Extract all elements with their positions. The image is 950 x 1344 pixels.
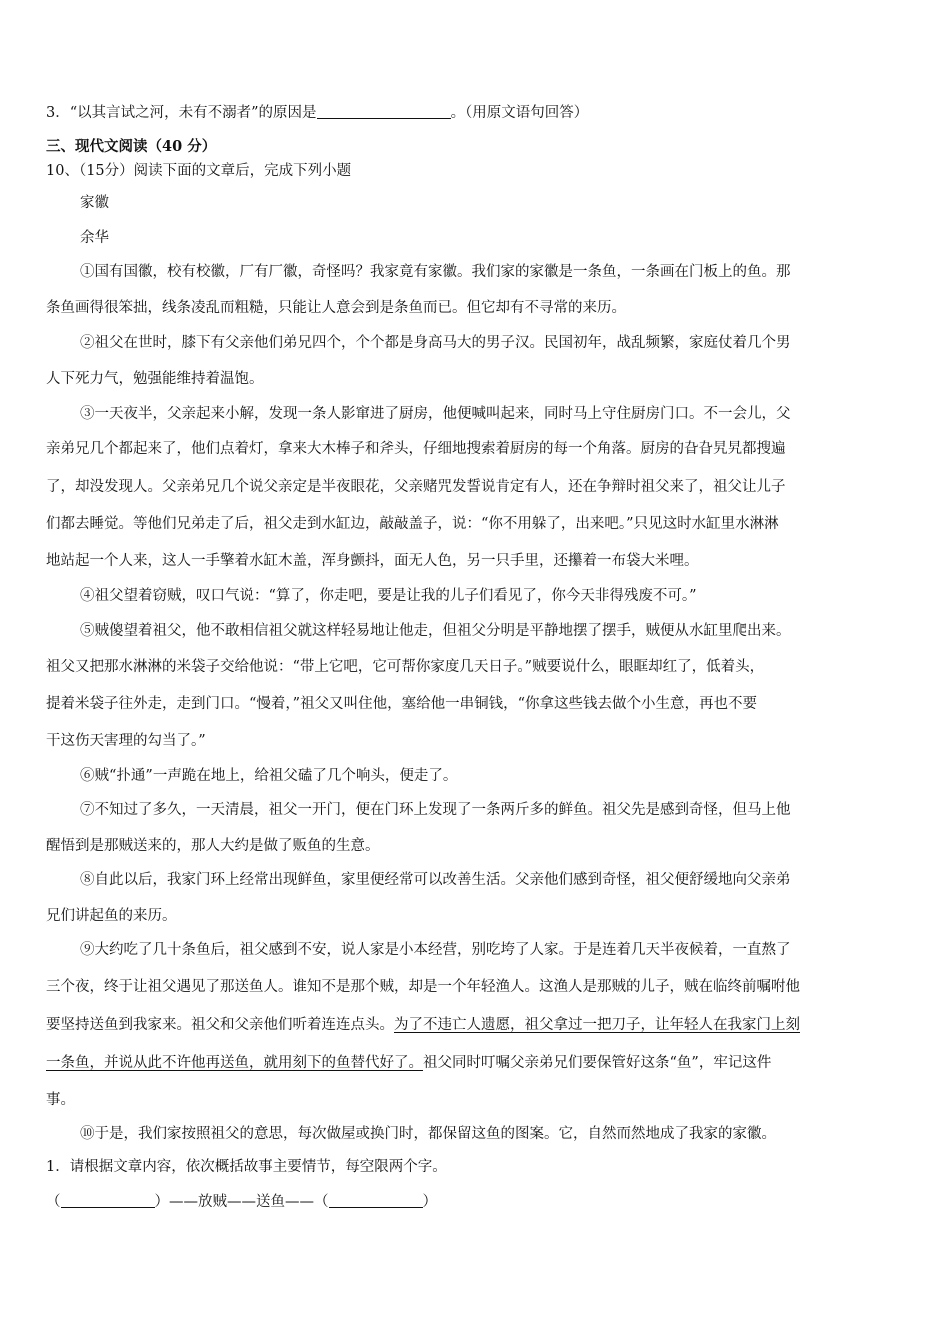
article-title: 家徽 [80, 195, 109, 211]
paragraph-line: 祖父又把那水淋淋的米袋子交给他说：“带上它吧，它可帮你家度几天日子。”贼要说什么，眼眶却红了，低着头， [46, 659, 765, 675]
paragraph-line: ②祖父在世时，膝下有父亲他们弟兄四个，个个都是身高马大的男子汉。民国初年，战乱频繁，家庭仗着几个男 [80, 335, 791, 351]
paragraph-line: ⑤贼傻望着祖父，他不敢相信祖父就这样轻易地让他走，但祖父分明是平静地摆了摆手，贼便从水缸里爬出来。 [80, 623, 791, 639]
underlined-sentence: 为了不违亡人遗愿，祖父拿过一把刀子，让年轻人在我家门上刻 [394, 1017, 800, 1033]
paragraph-line: 了，却没发现人。父亲弟兄几个说父亲定是半夜眼花，父亲赌咒发誓说肯定有人，还在争辩时祖父来了，祖父让儿子 [46, 479, 786, 495]
q3-answer-blank[interactable] [317, 102, 451, 119]
paragraph-line: 三个夜，终于让祖父遇见了那送鱼人。谁知不是那个贼，却是一个年轻渔人。这渔人是那贼的儿子，贼在临终前嘱咐他 [46, 979, 800, 995]
paragraph-line: ③一天夜半，父亲起来小解，发现一条人影窜进了厨房，他便喊叫起来，同时马上守住厨房门口。不一会儿，父 [80, 406, 791, 422]
section-title: 三、现代文阅读（40 分） [46, 138, 217, 155]
paragraph-line: 兄们讲起鱼的来历。 [46, 908, 177, 924]
answer-blank-2[interactable] [329, 1191, 423, 1208]
paragraph-line: ⑧自此以后，我家门环上经常出现鲜鱼，家里便经常可以改善生活。父亲他们感到奇怪，祖父便舒缓地向父亲弟 [80, 872, 791, 888]
sub-question-1: 1．请根据文章内容，依次概括故事主要情节，每空限两个字。 [46, 1159, 447, 1175]
q3-suffix: 。（用原文语句回答） [450, 105, 589, 121]
paragraph-line: 地站起一个人来，这人一手擎着水缸木盖，浑身颤抖，面无人色，另一只手里，还攥着一布袋大米哩。 [46, 553, 699, 569]
close-paren: ） [422, 1194, 437, 1210]
paragraph-line: 提着米袋子往外走，走到门口。“慢着，”祖父又叫住他，塞给他一串铜钱，“你拿这些钱去做个小生意，再也不要 [46, 696, 757, 712]
underlined-sentence: 一条鱼，并说从此不许他再送鱼，就用刻下的鱼替代好了。 [46, 1055, 423, 1071]
paragraph-line: ⑩于是，我们家按照祖父的意思，每次做屋或换门时，都保留这鱼的图案。它，自然而然地成了我家的家徽。 [80, 1126, 776, 1142]
paragraph-line: 人下死力气，勉强能维持着温饱。 [46, 371, 264, 387]
question-10-intro: 10、（15分）阅读下面的文章后，完成下列小题 [46, 163, 352, 179]
sub-question-1-answer [46, 1191, 437, 1212]
paragraph-line: ⑥贼“扑通”一声跪在地上，给祖父磕了几个响头，便走了。 [80, 768, 458, 784]
paragraph-line: 醒悟到是那贼送来的，那人大约是做了贩鱼的生意。 [46, 838, 380, 854]
line-plain-text: 祖父同时叮嘱父亲弟兄们要保管好这条“鱼”，牢记这件 [423, 1055, 772, 1071]
answer-blank-1[interactable] [61, 1191, 155, 1208]
plot-sequence: ）——放贼——送鱼——（ [154, 1194, 329, 1210]
paragraph-line [46, 1015, 800, 1035]
paragraph-line: 亲弟兄几个都起来了，他们点着灯，拿来大木棒子和斧头，仔细地搜索着厨房的每一个角落。厨房的旮旮旯旯都搜遍 [46, 441, 786, 457]
paragraph-line: 条鱼画得很笨拙，线条凌乱而粗糙，只能让人意会到是条鱼而已。但它却有不寻常的来历。 [46, 300, 626, 316]
paragraph-line: 们都去睡觉。等他们兄弟走了后，祖父走到水缸边，敲敲盖子，说：“你不用躲了，出来吧。”只见这时水缸里水淋淋 [46, 516, 779, 532]
paragraph-line: ①国有国徽，校有校徽，厂有厂徽，奇怪吗？我家竟有家徽。我们家的家徽是一条鱼，一条画在门板上的鱼。那 [80, 264, 791, 280]
paragraph-line: ⑨大约吃了几十条鱼后，祖父感到不安，说人家是小本经营，别吃垮了人家。于是连着几天半夜候着，一直熬了 [80, 942, 791, 958]
paragraph-line: ④祖父望着窃贼，叹口气说：“算了，你走吧，要是让我的儿子们看见了，你今天非得残废不可。” [80, 588, 697, 604]
paragraph-line: 干这伤天害理的勾当了。” [46, 733, 206, 749]
q3-prefix: 3．“以其言试之河，未有不溺者”的原因是 [46, 105, 317, 121]
open-paren: （ [46, 1194, 61, 1210]
question-3 [46, 102, 588, 123]
paragraph-line [46, 1053, 771, 1073]
article-author: 余华 [80, 230, 109, 246]
paragraph-line: 事。 [46, 1092, 75, 1108]
paragraph-line: ⑦不知过了多久，一天清晨，祖父一开门，便在门环上发现了一条两斤多的鲜鱼。祖父先是感到奇怪，但马上他 [80, 802, 791, 818]
line-plain-text: 要坚持送鱼到我家来。祖父和父亲他们听着连连点头。 [46, 1017, 394, 1033]
